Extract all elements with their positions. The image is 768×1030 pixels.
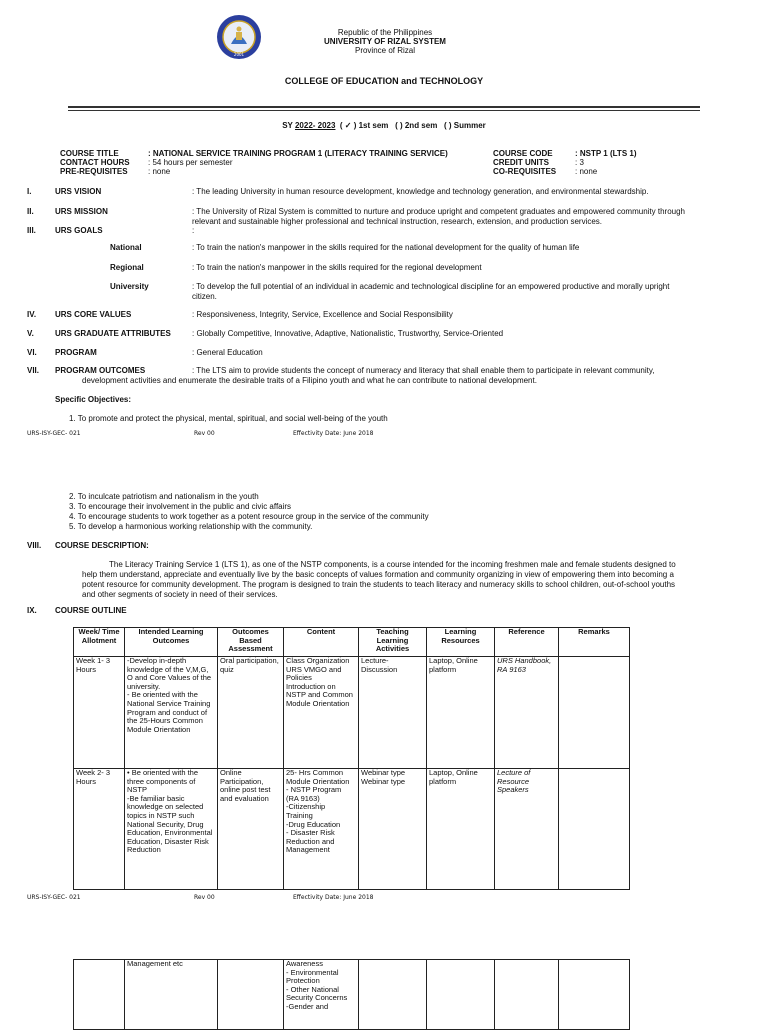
footer-code: URS-ISY-GEC- 021 <box>27 894 81 901</box>
course-outline-table <box>73 627 630 890</box>
sy-value: 2022- 2023 <box>294 121 336 130</box>
cell-week <box>74 960 125 1030</box>
grad-attr-label: URS GRADUATE ATTRIBUTES <box>55 329 171 338</box>
cell-content: Awareness - Environmental Protection - Other National Security Concerns -Gender and <box>284 960 359 1030</box>
core-values-text: : Responsiveness, Integrity, Service, Excellence and Social Responsibility <box>192 310 453 319</box>
table-row <box>74 769 630 890</box>
vision-text: : The leading University in human resource development, knowledge and technology generation, and environmental stewardship. <box>192 187 649 196</box>
table-header-row <box>74 628 630 657</box>
credit-units-label: CREDIT UNITS <box>493 158 549 167</box>
cell-resources: Laptop, Online platform <box>427 657 495 769</box>
header-ilo: Intended Learning Outcomes <box>125 628 218 657</box>
grad-attr-text: : Globally Competitive, Innovative, Adaptive, Nationalistic, Trustworthy, Service-Oriented <box>192 329 504 338</box>
objective-item-3: 3. To encourage their involvement in the public and civic affairs <box>69 502 292 511</box>
cell-week: Week 2- 3 Hours <box>74 769 125 890</box>
header-tla: Teaching Learning Activities <box>359 628 427 657</box>
prerequisites-label: PRE-REQUISITES <box>60 167 128 176</box>
cell-ilo: • Be oriented with the three components of NSTP -Be familiar basic knowledge on selected topics in NSTP such National Security, Drug Education, Environmental Education, Disaster Risk Reduction <box>125 769 218 890</box>
cell-reference: URS Handbook, RA 9163 <box>495 657 559 769</box>
program-number: VI. <box>27 348 37 357</box>
vision-label: URS VISION <box>55 187 102 196</box>
header-week: Week/ Time Allotment <box>74 628 125 657</box>
header-rule-thick <box>68 106 700 108</box>
course-title-value: : NATIONAL SERVICE TRAINING PROGRAM 1 (LITERACY TRAINING SERVICE) <box>148 149 448 158</box>
course-code-value: : NSTP 1 (LTS 1) <box>575 149 637 158</box>
corequisites-value: : none <box>575 167 598 176</box>
footer-rev: Rev 00 <box>194 894 215 901</box>
cell-resources: Laptop, Online platform <box>427 769 495 890</box>
cell-tla: Lecture-Discussion <box>359 657 427 769</box>
course-desc-number: VIII. <box>27 541 42 550</box>
cell-reference <box>495 960 559 1030</box>
second-sem-option: ( ) 2nd sem <box>395 121 438 130</box>
specific-objectives-label: Specific Objectives: <box>55 395 132 404</box>
course-desc-label: COURSE DESCRIPTION: <box>55 541 149 550</box>
vision-number: I. <box>27 187 32 196</box>
course-code-label: COURSE CODE <box>493 149 553 158</box>
contact-hours-value: : 54 hours per semester <box>148 158 233 167</box>
header-assessment: Outcomes Based Assessment <box>218 628 284 657</box>
mission-label: URS MISSION <box>55 207 108 216</box>
cell-assessment: Online Participation, online post test and evaluation <box>218 769 284 890</box>
course-desc-text: The Literacy Training Service 1 (LTS 1), as one of the NSTP components, is a course intended for the incoming freshmen male and female students designed to help them understand, appreciate and eventually live by the basic concepts of values formation and community organizing in view of empowering them into becoming a potent resource for community development. The program is designed to train the students to teach literacy and numeracy skills to school children, out-of-school youths and other segments of society in need of their services. <box>82 560 676 599</box>
course-outline-label: COURSE OUTLINE <box>55 606 127 615</box>
province-text: Province of Rizal <box>354 46 416 55</box>
goals-label: URS GOALS <box>55 226 103 235</box>
university-seal-logo <box>216 14 262 60</box>
university-name: UNIVERSITY OF RIZAL SYSTEM <box>324 37 446 46</box>
footer-effectivity: Effectivity Date: June 2018 <box>293 430 374 437</box>
prerequisites-value: : none <box>148 167 171 176</box>
outcomes-text-continued: development activities and enumerate the desirable traits of a Filipino youth and what he can contribute to national development. <box>82 376 537 385</box>
cell-remarks <box>559 657 630 769</box>
course-title-label: COURSE TITLE <box>60 149 119 158</box>
first-sem-option: ( ✓ ) 1st sem <box>339 121 389 130</box>
goal-national-text: : To train the nation's manpower in the skills required for the national development for the quality of human life <box>192 243 580 252</box>
table-row <box>74 657 630 769</box>
contact-hours-label: CONTACT HOURS <box>60 158 130 167</box>
svg-text:2001: 2001 <box>233 52 245 57</box>
header-reference: Reference <box>495 628 559 657</box>
cell-week: Week 1- 3 Hours <box>74 657 125 769</box>
cell-reference: Lecture of Resource Speakers <box>495 769 559 890</box>
goals-number: III. <box>27 226 36 235</box>
goal-regional-label: Regional <box>110 263 144 272</box>
footer-rev: Rev 00 <box>194 430 215 437</box>
goals-colon: : <box>192 226 195 235</box>
header-rule-thin <box>68 110 700 111</box>
goal-university-text: : To develop the full potential of an individual in academic and technological discipline for an empowered productive and morally upright citizen. <box>192 282 670 301</box>
core-values-number: IV. <box>27 310 37 319</box>
cell-assessment <box>218 960 284 1030</box>
course-outline-table-continued <box>73 959 630 1030</box>
summer-option: ( ) Summer <box>443 121 486 130</box>
grad-attr-number: V. <box>27 329 34 338</box>
cell-resources <box>427 960 495 1030</box>
program-label: PROGRAM <box>55 348 97 357</box>
header-remarks: Remarks <box>559 628 630 657</box>
sy-label: SY <box>282 121 293 130</box>
objective-item-4: 4. To encourage students to work together as a potent resource group in the service of the community <box>69 512 429 521</box>
outcomes-number: VII. <box>27 366 40 375</box>
cell-remarks <box>559 960 630 1030</box>
mission-number: II. <box>27 207 34 216</box>
objective-item-1: 1. To promote and protect the physical, mental, spiritual, and social well-being of the youth <box>69 414 388 423</box>
corequisites-label: CO-REQUISITES <box>493 167 557 176</box>
cell-ilo: Management etc <box>125 960 218 1030</box>
mission-text: : The University of Rizal System is committed to nurture and produce upright and competent graduates and empowered community through relevant and sustainable higher professional and technical instruction, research, extension, and production services. <box>192 207 685 226</box>
cell-assessment: Oral participation, quiz <box>218 657 284 769</box>
footer-effectivity: Effectivity Date: June 2018 <box>293 894 374 901</box>
cell-tla <box>359 960 427 1030</box>
header-resources: Learning Resources <box>427 628 495 657</box>
cell-content: Class Organization URS VMGO and Policies Introduction on NSTP and Common Module Orientation <box>284 657 359 769</box>
goal-university-label: University <box>110 282 149 291</box>
objective-item-5: 5. To develop a harmonious working relationship with the community. <box>69 522 313 531</box>
cell-ilo: -Develop in-depth knowledge of the V,M,G, O and Core Values of the university. - Be oriented with the National Service Training Program and conduct of the 25-Hours Common Module Orientation <box>125 657 218 769</box>
outcomes-text: : The LTS aim to provide students the concept of numeracy and literacy that shall enable them to participate in relevant community, <box>192 366 655 375</box>
republic-text: Republic of the Philippines <box>337 28 433 37</box>
footer-code: URS-ISY-GEC- 021 <box>27 430 81 437</box>
objective-item-2: 2. To inculcate patriotism and nationalism in the youth <box>69 492 259 501</box>
table-row <box>74 960 630 1030</box>
program-text: : General Education <box>192 348 263 357</box>
semester-line <box>0 121 768 130</box>
goal-regional-text: : To train the nation's manpower in the skills required for the regional development <box>192 263 482 272</box>
goal-national-label: National <box>110 243 142 252</box>
header-content: Content <box>284 628 359 657</box>
cell-content: 25- Hrs Common Module Orientation - NSTP Program (RA 9163) -Citizenship Training -Drug Education - Disaster Risk Reduction and Management <box>284 769 359 890</box>
course-outline-number: IX. <box>27 606 37 615</box>
college-name: COLLEGE OF EDUCATION and TECHNOLOGY <box>284 76 484 86</box>
cell-tla: Webinar type Webinar type <box>359 769 427 890</box>
credit-units-value: : 3 <box>575 158 584 167</box>
outcomes-label: PROGRAM OUTCOMES <box>55 366 146 375</box>
cell-remarks <box>559 769 630 890</box>
core-values-label: URS CORE VALUES <box>55 310 132 319</box>
